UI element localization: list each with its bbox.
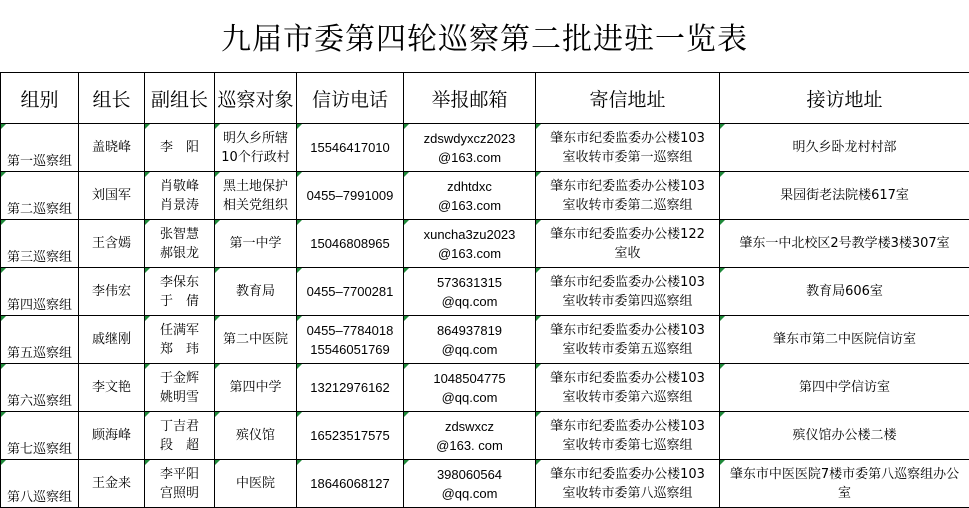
cell-phone-line: 15046808965 (297, 234, 403, 253)
table-body (1, 124, 969, 508)
cell-visit-address-text: 明久乡卧龙村村部 (720, 138, 969, 157)
cell-marker (215, 268, 220, 273)
header-leader: 组长 (79, 73, 145, 124)
cell-mail-address-line: 室收转市委第八巡察组 (536, 484, 719, 503)
cell-mail-address (536, 364, 720, 412)
cell-marker (404, 412, 409, 417)
cell-deputy-line: 宫照明 (145, 484, 214, 503)
cell-visit-address-text: 肇东一中北校区2号教学楼3楼307室 (720, 234, 969, 253)
cell-deputy-line: 郝银龙 (145, 244, 214, 263)
cell-group-text: 第三巡察组 (1, 248, 78, 267)
cell-marker (145, 316, 150, 321)
cell-marker (145, 124, 150, 129)
cell-marker (1, 412, 6, 417)
cell-group-text: 第六巡察组 (1, 392, 78, 411)
cell-marker (404, 364, 409, 369)
cell-deputy (145, 172, 215, 220)
cell-marker (536, 268, 541, 273)
cell-email-line: @163. com (404, 436, 535, 455)
cell-mail-address (536, 412, 720, 460)
cell-deputy-line: 段 超 (145, 436, 214, 455)
cell-visit-address-text: 教育局606室 (720, 282, 969, 301)
cell-email-line: 864937819 (404, 321, 535, 340)
cell-marker (145, 220, 150, 225)
cell-deputy-line: 李 阳 (145, 138, 214, 157)
cell-group-text: 第四巡察组 (1, 296, 78, 315)
header-target: 巡察对象 (215, 73, 297, 124)
cell-marker (404, 172, 409, 177)
cell-deputy (145, 364, 215, 412)
cell-deputy-line: 肖敬峰 (145, 177, 214, 196)
cell-email-line: @qq.com (404, 340, 535, 359)
cell-email-line: 398060564 (404, 465, 535, 484)
cell-email-line: @qq.com (404, 292, 535, 311)
cell-marker (536, 124, 541, 129)
inspection-table (0, 72, 969, 508)
cell-visit-address (720, 172, 969, 220)
cell-marker (145, 268, 150, 273)
cell-marker (1, 364, 6, 369)
cell-email-line: @163.com (404, 244, 535, 263)
header-group: 组别 (1, 73, 79, 124)
cell-marker (1, 460, 6, 465)
cell-email-line: zdhtdxc (404, 177, 535, 196)
cell-marker (145, 172, 150, 177)
cell-deputy-line: 丁吉君 (145, 417, 214, 436)
cell-leader: 王含嫣 (79, 220, 145, 268)
cell-deputy (145, 412, 215, 460)
cell-target-line: 黑土地保护 (215, 177, 296, 196)
cell-deputy-line: 于金辉 (145, 369, 214, 388)
cell-mail-address (536, 172, 720, 220)
cell-mail-address (536, 124, 720, 172)
cell-deputy-line: 李保东 (145, 273, 214, 292)
table-row (1, 172, 969, 220)
table-row (1, 220, 969, 268)
cell-mail-address-line: 室收转市委第二巡察组 (536, 196, 719, 215)
cell-marker (1, 220, 6, 225)
cell-target (215, 172, 297, 220)
cell-phone-line: 15546417010 (297, 138, 403, 157)
cell-visit-address (720, 412, 969, 460)
cell-marker (297, 316, 302, 321)
cell-marker (297, 124, 302, 129)
cell-phone (297, 172, 404, 220)
cell-mail-address-line: 肇东市纪委监委办公楼103 (536, 129, 719, 148)
cell-leader: 李伟宏 (79, 268, 145, 316)
cell-email (404, 220, 536, 268)
cell-group (1, 220, 79, 268)
cell-marker (536, 412, 541, 417)
cell-target (215, 220, 297, 268)
table-row (1, 364, 969, 412)
table-row (1, 460, 969, 508)
cell-visit-address (720, 268, 969, 316)
header-visit-address: 接访地址 (720, 73, 969, 124)
cell-group-text: 第五巡察组 (1, 344, 78, 363)
header-phone: 信访电话 (297, 73, 404, 124)
cell-visit-address-text: 肇东市第二中医院信访室 (720, 330, 969, 349)
cell-marker (215, 220, 220, 225)
cell-marker (404, 220, 409, 225)
cell-deputy (145, 316, 215, 364)
cell-group (1, 412, 79, 460)
cell-visit-address (720, 220, 969, 268)
cell-target-line: 第二中医院 (215, 330, 296, 349)
cell-target-line: 第四中学 (215, 378, 296, 397)
cell-deputy-line: 于 倩 (145, 292, 214, 311)
cell-group-text: 第七巡察组 (1, 440, 78, 459)
cell-group (1, 460, 79, 508)
cell-email (404, 316, 536, 364)
cell-marker (404, 460, 409, 465)
cell-mail-address-line: 室收 (536, 244, 719, 263)
table-row (1, 412, 969, 460)
cell-phone-line: 0455–7991009 (297, 186, 403, 205)
cell-email (404, 172, 536, 220)
cell-deputy-line: 张智慧 (145, 225, 214, 244)
cell-marker (145, 364, 150, 369)
cell-email-line: @163.com (404, 196, 535, 215)
cell-target-line: 明久乡所辖 (215, 129, 296, 148)
cell-phone-line: 0455–7700281 (297, 282, 403, 301)
cell-mail-address-line: 肇东市纪委监委办公楼103 (536, 321, 719, 340)
cell-marker (215, 364, 220, 369)
cell-marker (720, 220, 725, 225)
cell-group (1, 124, 79, 172)
cell-leader: 戚继刚 (79, 316, 145, 364)
cell-marker (297, 364, 302, 369)
cell-visit-address (720, 364, 969, 412)
cell-group-text: 第一巡察组 (1, 152, 78, 171)
cell-marker (404, 124, 409, 129)
cell-marker (1, 124, 6, 129)
cell-marker (536, 172, 541, 177)
cell-marker (297, 220, 302, 225)
cell-email (404, 268, 536, 316)
cell-marker (536, 460, 541, 465)
cell-mail-address (536, 460, 720, 508)
cell-group-text: 第二巡察组 (1, 200, 78, 219)
cell-deputy-line: 姚明雪 (145, 388, 214, 407)
cell-phone (297, 268, 404, 316)
cell-target-line: 相关党组织 (215, 196, 296, 215)
cell-deputy (145, 460, 215, 508)
cell-marker (1, 268, 6, 273)
cell-email-line: xuncha3zu2023 (404, 225, 535, 244)
cell-phone-line: 15546051769 (297, 340, 403, 359)
cell-target-line: 教育局 (215, 282, 296, 301)
cell-target-line: 殡仪馆 (215, 426, 296, 445)
cell-deputy-line: 郑 玮 (145, 340, 214, 359)
cell-leader: 盖晓峰 (79, 124, 145, 172)
cell-deputy (145, 124, 215, 172)
cell-marker (1, 172, 6, 177)
cell-target-line: 中医院 (215, 474, 296, 493)
cell-marker (720, 124, 725, 129)
cell-email (404, 460, 536, 508)
cell-visit-address-text: 第四中学信访室 (720, 378, 969, 397)
cell-mail-address-line: 肇东市纪委监委办公楼103 (536, 177, 719, 196)
cell-visit-address-text: 肇东市中医医院7楼市委第八巡察组办公室 (720, 465, 969, 503)
cell-mail-address-line: 室收转市委第一巡察组 (536, 148, 719, 167)
cell-mail-address-line: 肇东市纪委监委办公楼103 (536, 465, 719, 484)
cell-marker (145, 412, 150, 417)
cell-marker (297, 172, 302, 177)
cell-phone-line: 0455–7784018 (297, 321, 403, 340)
cell-email-line: 1048504775 (404, 369, 535, 388)
cell-visit-address (720, 460, 969, 508)
cell-target (215, 460, 297, 508)
cell-deputy-line: 李平阳 (145, 465, 214, 484)
cell-phone (297, 124, 404, 172)
cell-visit-address-text: 果园街老法院楼617室 (720, 186, 969, 205)
cell-visit-address (720, 316, 969, 364)
cell-marker (720, 364, 725, 369)
cell-mail-address-line: 肇东市纪委监委办公楼103 (536, 417, 719, 436)
cell-email (404, 364, 536, 412)
cell-group (1, 364, 79, 412)
cell-phone-line: 13212976162 (297, 378, 403, 397)
cell-email (404, 124, 536, 172)
table-row (1, 316, 969, 364)
cell-email-line: zdswxcz (404, 417, 535, 436)
cell-phone-line: 16523517575 (297, 426, 403, 445)
cell-marker (297, 268, 302, 273)
cell-marker (536, 220, 541, 225)
header-row (1, 73, 969, 124)
cell-deputy (145, 220, 215, 268)
cell-visit-address (720, 124, 969, 172)
cell-leader: 顾海峰 (79, 412, 145, 460)
cell-group (1, 268, 79, 316)
cell-deputy-line: 肖景涛 (145, 196, 214, 215)
cell-target (215, 268, 297, 316)
cell-marker (720, 172, 725, 177)
cell-email-line: @qq.com (404, 388, 535, 407)
cell-leader: 刘国军 (79, 172, 145, 220)
cell-mail-address-line: 肇东市纪委监委办公楼103 (536, 369, 719, 388)
cell-target (215, 364, 297, 412)
cell-mail-address-line: 肇东市纪委监委办公楼103 (536, 273, 719, 292)
cell-mail-address-line: 室收转市委第五巡察组 (536, 340, 719, 359)
cell-marker (404, 268, 409, 273)
cell-phone (297, 364, 404, 412)
cell-marker (536, 364, 541, 369)
cell-phone (297, 220, 404, 268)
cell-marker (720, 316, 725, 321)
cell-email-line: @163.com (404, 148, 535, 167)
table-row (1, 268, 969, 316)
cell-target-line: 10个行政村 (215, 148, 296, 167)
cell-phone (297, 460, 404, 508)
page-title: 九届市委第四轮巡察第二批进驻一览表 (0, 0, 969, 72)
cell-marker (215, 124, 220, 129)
cell-mail-address (536, 268, 720, 316)
cell-group (1, 316, 79, 364)
cell-email-line: @qq.com (404, 484, 535, 503)
cell-mail-address-line: 室收转市委第七巡察组 (536, 436, 719, 455)
cell-marker (720, 412, 725, 417)
cell-visit-address-text: 殡仪馆办公楼二楼 (720, 426, 969, 445)
cell-marker (720, 268, 725, 273)
cell-target (215, 412, 297, 460)
cell-target-line: 第一中学 (215, 234, 296, 253)
cell-leader: 李文艳 (79, 364, 145, 412)
cell-mail-address-line: 室收转市委第六巡察组 (536, 388, 719, 407)
cell-marker (215, 412, 220, 417)
cell-phone-line: 18646068127 (297, 474, 403, 493)
cell-mail-address (536, 220, 720, 268)
cell-phone (297, 316, 404, 364)
cell-marker (536, 316, 541, 321)
cell-marker (215, 172, 220, 177)
cell-mail-address (536, 316, 720, 364)
cell-deputy (145, 268, 215, 316)
cell-marker (720, 460, 725, 465)
cell-email-line: zdswdyxcz2023 (404, 129, 535, 148)
cell-email (404, 412, 536, 460)
header-email: 举报邮箱 (404, 73, 536, 124)
cell-marker (215, 316, 220, 321)
cell-marker (145, 460, 150, 465)
cell-target (215, 316, 297, 364)
header-deputy: 副组长 (145, 73, 215, 124)
header-mail-address: 寄信地址 (536, 73, 720, 124)
cell-marker (297, 412, 302, 417)
cell-leader: 王金来 (79, 460, 145, 508)
cell-target (215, 124, 297, 172)
cell-phone (297, 412, 404, 460)
cell-email-line: 573631315 (404, 273, 535, 292)
cell-marker (404, 316, 409, 321)
cell-mail-address-line: 肇东市纪委监委办公楼122 (536, 225, 719, 244)
cell-marker (215, 460, 220, 465)
cell-marker (1, 316, 6, 321)
table-row (1, 124, 969, 172)
cell-mail-address-line: 室收转市委第四巡察组 (536, 292, 719, 311)
cell-deputy-line: 任满军 (145, 321, 214, 340)
cell-group (1, 172, 79, 220)
cell-marker (297, 460, 302, 465)
cell-group-text: 第八巡察组 (1, 488, 78, 507)
